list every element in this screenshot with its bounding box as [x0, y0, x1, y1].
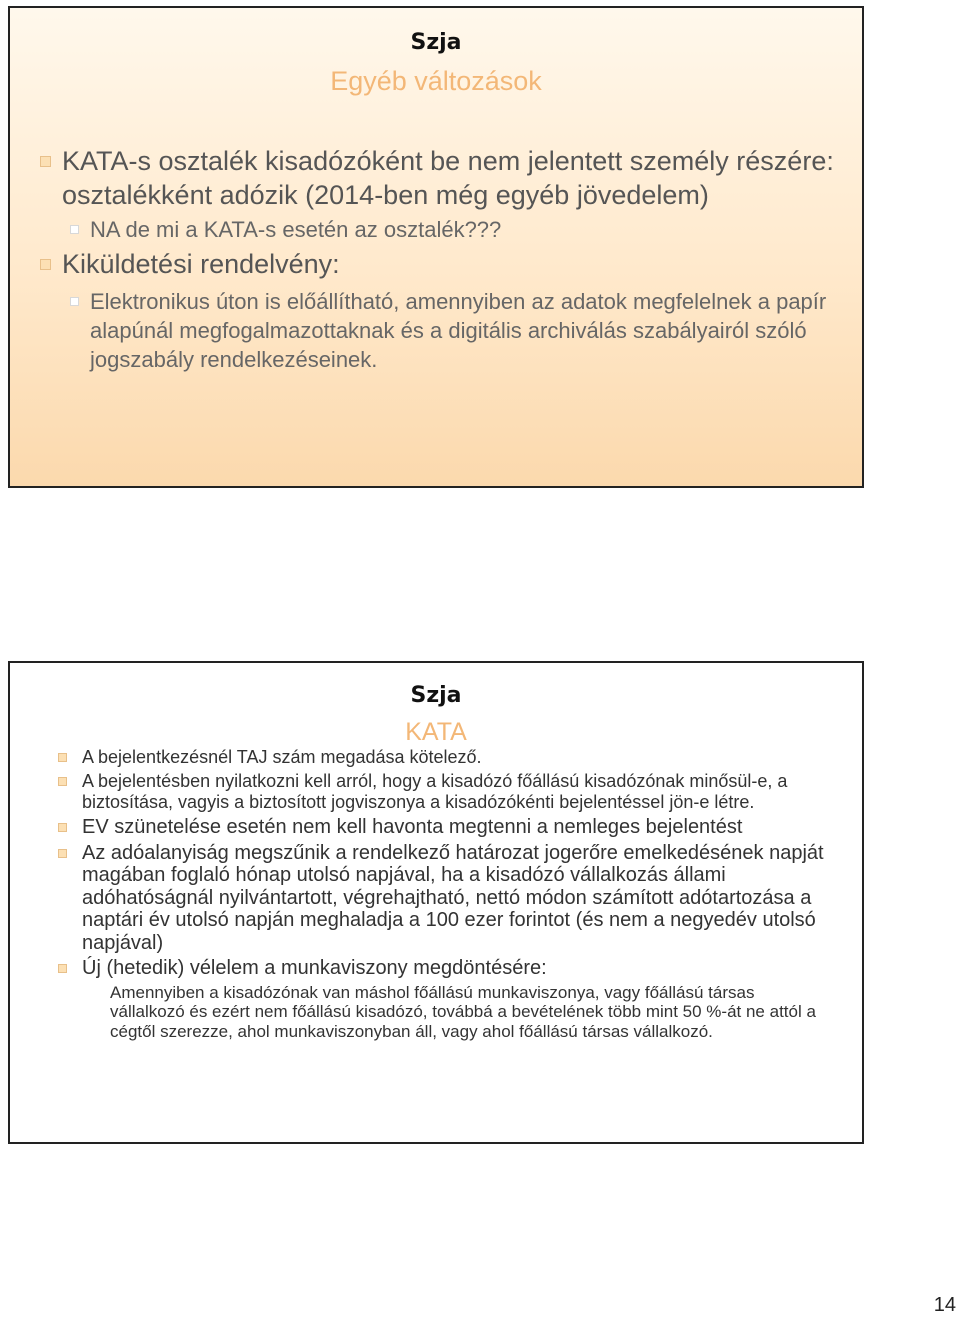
- bullet-text: KATA-s osztalék kisadózóként be nem jelentett személy részére: osztalékként adózik (2014-ben még egyéb jövedelem): [62, 146, 834, 210]
- list-item: [54, 842, 824, 955]
- list-item: [54, 957, 824, 980]
- bullet-text: Kiküldetési rendelvény:: [62, 249, 340, 279]
- list-item: [54, 747, 824, 768]
- bullet-text: NA de mi a KATA-s esetén az osztalék???: [90, 217, 502, 242]
- page-number: 14: [933, 1294, 956, 1316]
- slide-subtitle: KATA: [405, 718, 467, 746]
- bullet-text: EV szünetelése esetén nem kell havonta megtenni a nemleges bejelentést: [82, 816, 743, 838]
- bullet-text: Új (hetedik) vélelem a munkaviszony megdöntésére:: [82, 957, 547, 979]
- list-item: [38, 215, 838, 244]
- slide-title: Szja: [410, 30, 462, 55]
- square-bullet-icon: [58, 964, 67, 973]
- square-bullet-icon: [40, 156, 51, 167]
- square-bullet-icon: [58, 823, 67, 832]
- square-bullet-icon: [40, 259, 51, 270]
- square-bullet-icon: [70, 225, 79, 234]
- square-bullet-icon: [58, 753, 67, 762]
- bullet-list: [38, 144, 838, 374]
- list-item: [38, 287, 838, 374]
- list-item: [54, 983, 824, 1042]
- list-item: [38, 247, 838, 281]
- bullet-text: Amennyiben a kisadózónak van máshol főállású munkaviszonya, vagy főállású társas vállalkozó és ezért nem főállású kisadózó, továbbá a bevételének több mint 50 %-át ne attól a cégtől szerezze, ahol munkaviszonyban áll, vagy ahol főállású társas vállalkozó.: [110, 982, 816, 1041]
- list-item: [38, 144, 838, 212]
- bullet-text: Elektronikus úton is előállítható, amennyiben az adatok megfelelnek a papír alapúnál megfogalmazottaknak és a digitális archiválás szabályairól szóló jogszabály rendelkezéseinek.: [90, 289, 827, 372]
- slide-1: [8, 6, 864, 488]
- bullet-text: A bejelentésben nyilatkozni kell arról, hogy a kisadózó főállású kisadózónak minősül-e, a biztosítása, vagyis a biztosított jogviszonya a kisadózókénti bejelentéssel jön-e létre.: [82, 771, 788, 812]
- slide-subtitle: Egyéb változások: [330, 66, 542, 96]
- square-bullet-icon: [58, 849, 67, 858]
- square-bullet-icon: [58, 777, 67, 786]
- square-bullet-icon: [70, 297, 79, 306]
- slide-title: Szja: [410, 683, 462, 708]
- slide-2: [8, 661, 864, 1144]
- bullet-text: Az adóalanyiság megszűnik a rendelkező határozat jogerőre emelkedésének napját magában foglaló hónap utolsó napjával, ha a kisadózó vállalkozás állami adóhatóságnál nyilvántartott, végrehajtható, nettó módon számított adótartozása a naptári év utolsó napján meghaladja a 100 ezer forintot (és nem a negyedév utolsó napjával): [82, 841, 824, 954]
- bullet-list: [54, 747, 824, 1041]
- list-item: [54, 771, 824, 813]
- bullet-text: A bejelentkezésnél TAJ szám megadása kötelező.: [82, 747, 482, 767]
- list-item: [54, 816, 824, 839]
